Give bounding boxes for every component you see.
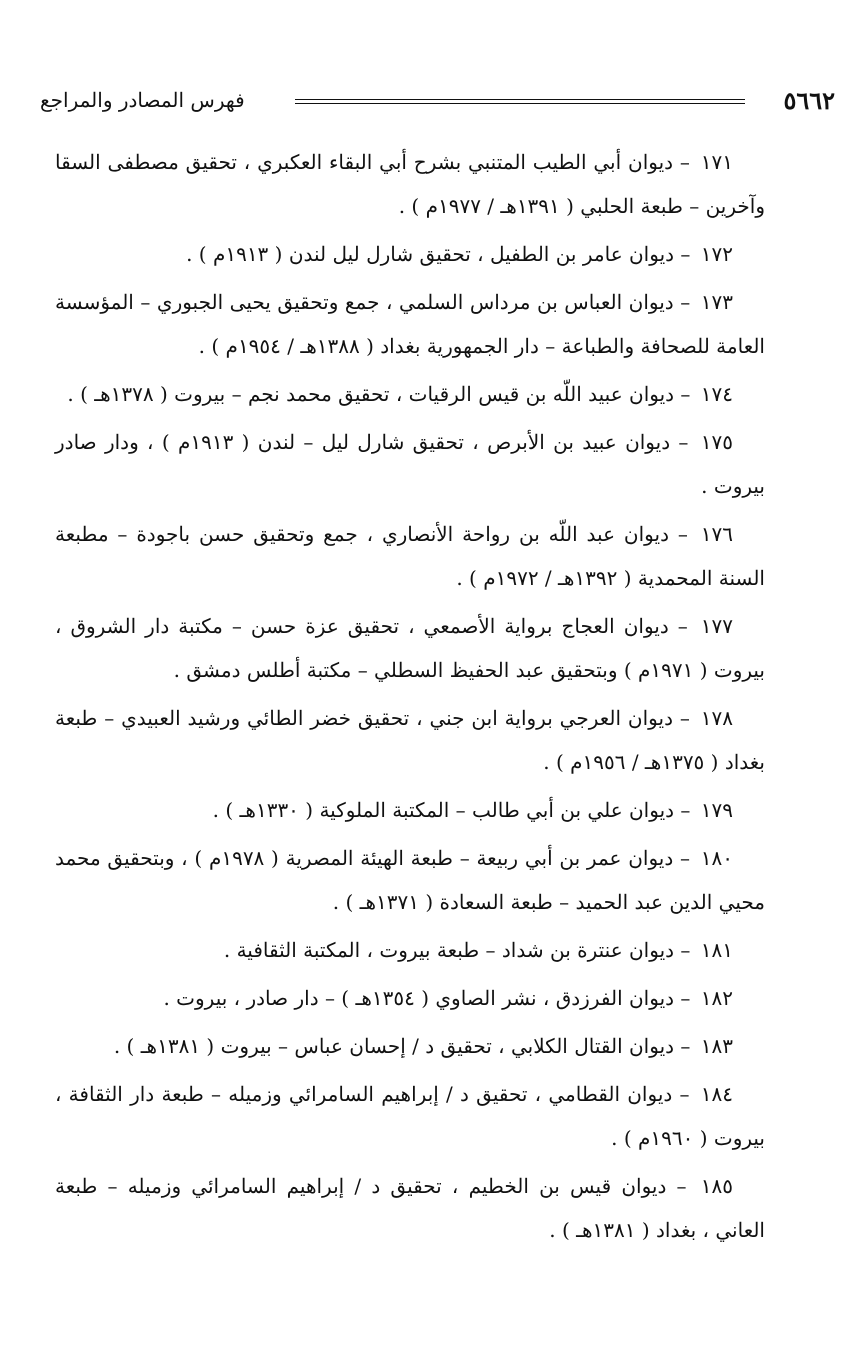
- entry-text: – ديوان أبي الطيب المتنبي بشرح أبي البقاء العكبري ، تحقيق مصطفى السقا وآخرين – طبعة الحلبي ( ١٣٩١هـ / ١٩٧٧م ) .: [55, 150, 765, 218]
- running-title: فهرس المصادر والمراجع: [40, 88, 245, 112]
- bibliography-entry: [55, 420, 765, 508]
- entry-number: ١٨٣: [700, 1034, 733, 1058]
- entry-number: ١٧٩: [700, 798, 733, 822]
- entry-text: – ديوان عامر بن الطفيل ، تحقيق شارل ليل لندن ( ١٩١٣م ) .: [186, 242, 691, 266]
- entry-text: – ديوان العرجي برواية ابن جني ، تحقيق خضر الطائي ورشيد العبيدي – طبعة بغداد ( ١٣٧٥هـ / ١٩٥٦م ) .: [55, 706, 765, 774]
- page-number: ٥٦٦٢: [783, 86, 835, 115]
- entry-number: ١٧١: [700, 150, 733, 174]
- entry-text: – ديوان عبيد اللّه بن قيس الرقيات ، تحقيق محمد نجم – بيروت ( ١٣٧٨هـ ) .: [67, 382, 691, 406]
- entry-number: ١٧٨: [700, 706, 734, 730]
- bibliography-entry: [55, 696, 765, 784]
- bibliography-entry: [55, 512, 765, 600]
- bibliography-entry: [55, 976, 765, 1020]
- entry-text: – ديوان عمر بن أبي ربيعة – طبعة الهيئة المصرية ( ١٩٧٨م ) ، وبتحقيق محمد محيي الدين عبد الحميد – طبعة السعادة ( ١٣٧١هـ ) .: [55, 846, 765, 914]
- bibliography-entry: [55, 140, 765, 228]
- bibliography-entry: [55, 1164, 765, 1252]
- entry-text: – ديوان القتال الكلابي ، تحقيق د / إحسان عباس – بيروت ( ١٣٨١هـ ) .: [113, 1034, 691, 1058]
- bibliography-entry: [55, 1072, 765, 1160]
- bibliography-entry: [55, 372, 765, 416]
- entry-number: ١٨٥: [700, 1174, 733, 1198]
- entry-text: – ديوان العباس بن مرداس السلمي ، جمع وتحقيق يحيى الجبوري – المؤسسة العامة للصحافة والطباعة – دار الجمهورية بغداد ( ١٣٨٨هـ / ١٩٥٤م ) .: [55, 290, 765, 358]
- entry-text: – ديوان عنترة بن شداد – طبعة بيروت ، المكتبة الثقافية .: [223, 938, 691, 962]
- entry-text: – ديوان الفرزدق ، نشر الصاوي ( ١٣٥٤هـ ) – دار صادر ، بيروت .: [163, 986, 691, 1010]
- entry-number: ١٧٣: [700, 290, 733, 314]
- entry-text: – ديوان علي بن أبي طالب – المكتبة الملوكية ( ١٣٣٠هـ ) .: [212, 798, 691, 822]
- bibliography-entry: [55, 788, 765, 832]
- header-rule: [295, 99, 745, 104]
- bibliography-entry: [55, 928, 765, 972]
- bibliography-entry: [55, 232, 765, 276]
- entry-number: ١٧٥: [700, 430, 733, 454]
- entry-text: – ديوان العجاج برواية الأصمعي ، تحقيق عزة حسن – مكتبة دار الشروق ، بيروت ( ١٩٧١م ) وبتحقيق عبد الحفيظ السطلي – مكتبة أطلس دمشق .: [55, 614, 765, 682]
- entry-number: ١٧٧: [700, 614, 734, 638]
- entry-number: ١٨٠: [700, 846, 733, 870]
- entry-number: ١٨١: [700, 938, 733, 962]
- entry-number: ١٨٢: [700, 986, 733, 1010]
- entry-text: – ديوان القطامي ، تحقيق د / إبراهيم السامرائي وزميله – طبعة دار الثقافة ، بيروت ( ١٩٦٠م ) .: [55, 1082, 765, 1150]
- bibliography-list: [55, 140, 765, 1256]
- entry-number: ١٧٦: [700, 522, 734, 546]
- entry-text: – ديوان عبد اللّه بن رواحة الأنصاري ، جمع وتحقيق حسن باجودة – مطبعة السنة المحمدية ( ١٣٩٢هـ / ١٩٧٢م ) .: [55, 522, 765, 590]
- entry-text: – ديوان عبيد بن الأبرص ، تحقيق شارل ليل – لندن ( ١٩١٣م ) ، ودار صادر بيروت .: [55, 430, 765, 498]
- entry-text: – ديوان قيس بن الخطيم ، تحقيق د / إبراهيم السامرائي وزميله – طبعة العاني ، بغداد ( ١٣٨١هـ ) .: [55, 1174, 765, 1242]
- bibliography-entry: [55, 280, 765, 368]
- entry-number: ١٧٤: [700, 382, 733, 406]
- entry-number: ١٨٤: [700, 1082, 733, 1106]
- bibliography-entry: [55, 604, 765, 692]
- page-header: [40, 86, 835, 126]
- bibliography-entry: [55, 1024, 765, 1068]
- bibliography-entry: [55, 836, 765, 924]
- entry-number: ١٧٢: [700, 242, 733, 266]
